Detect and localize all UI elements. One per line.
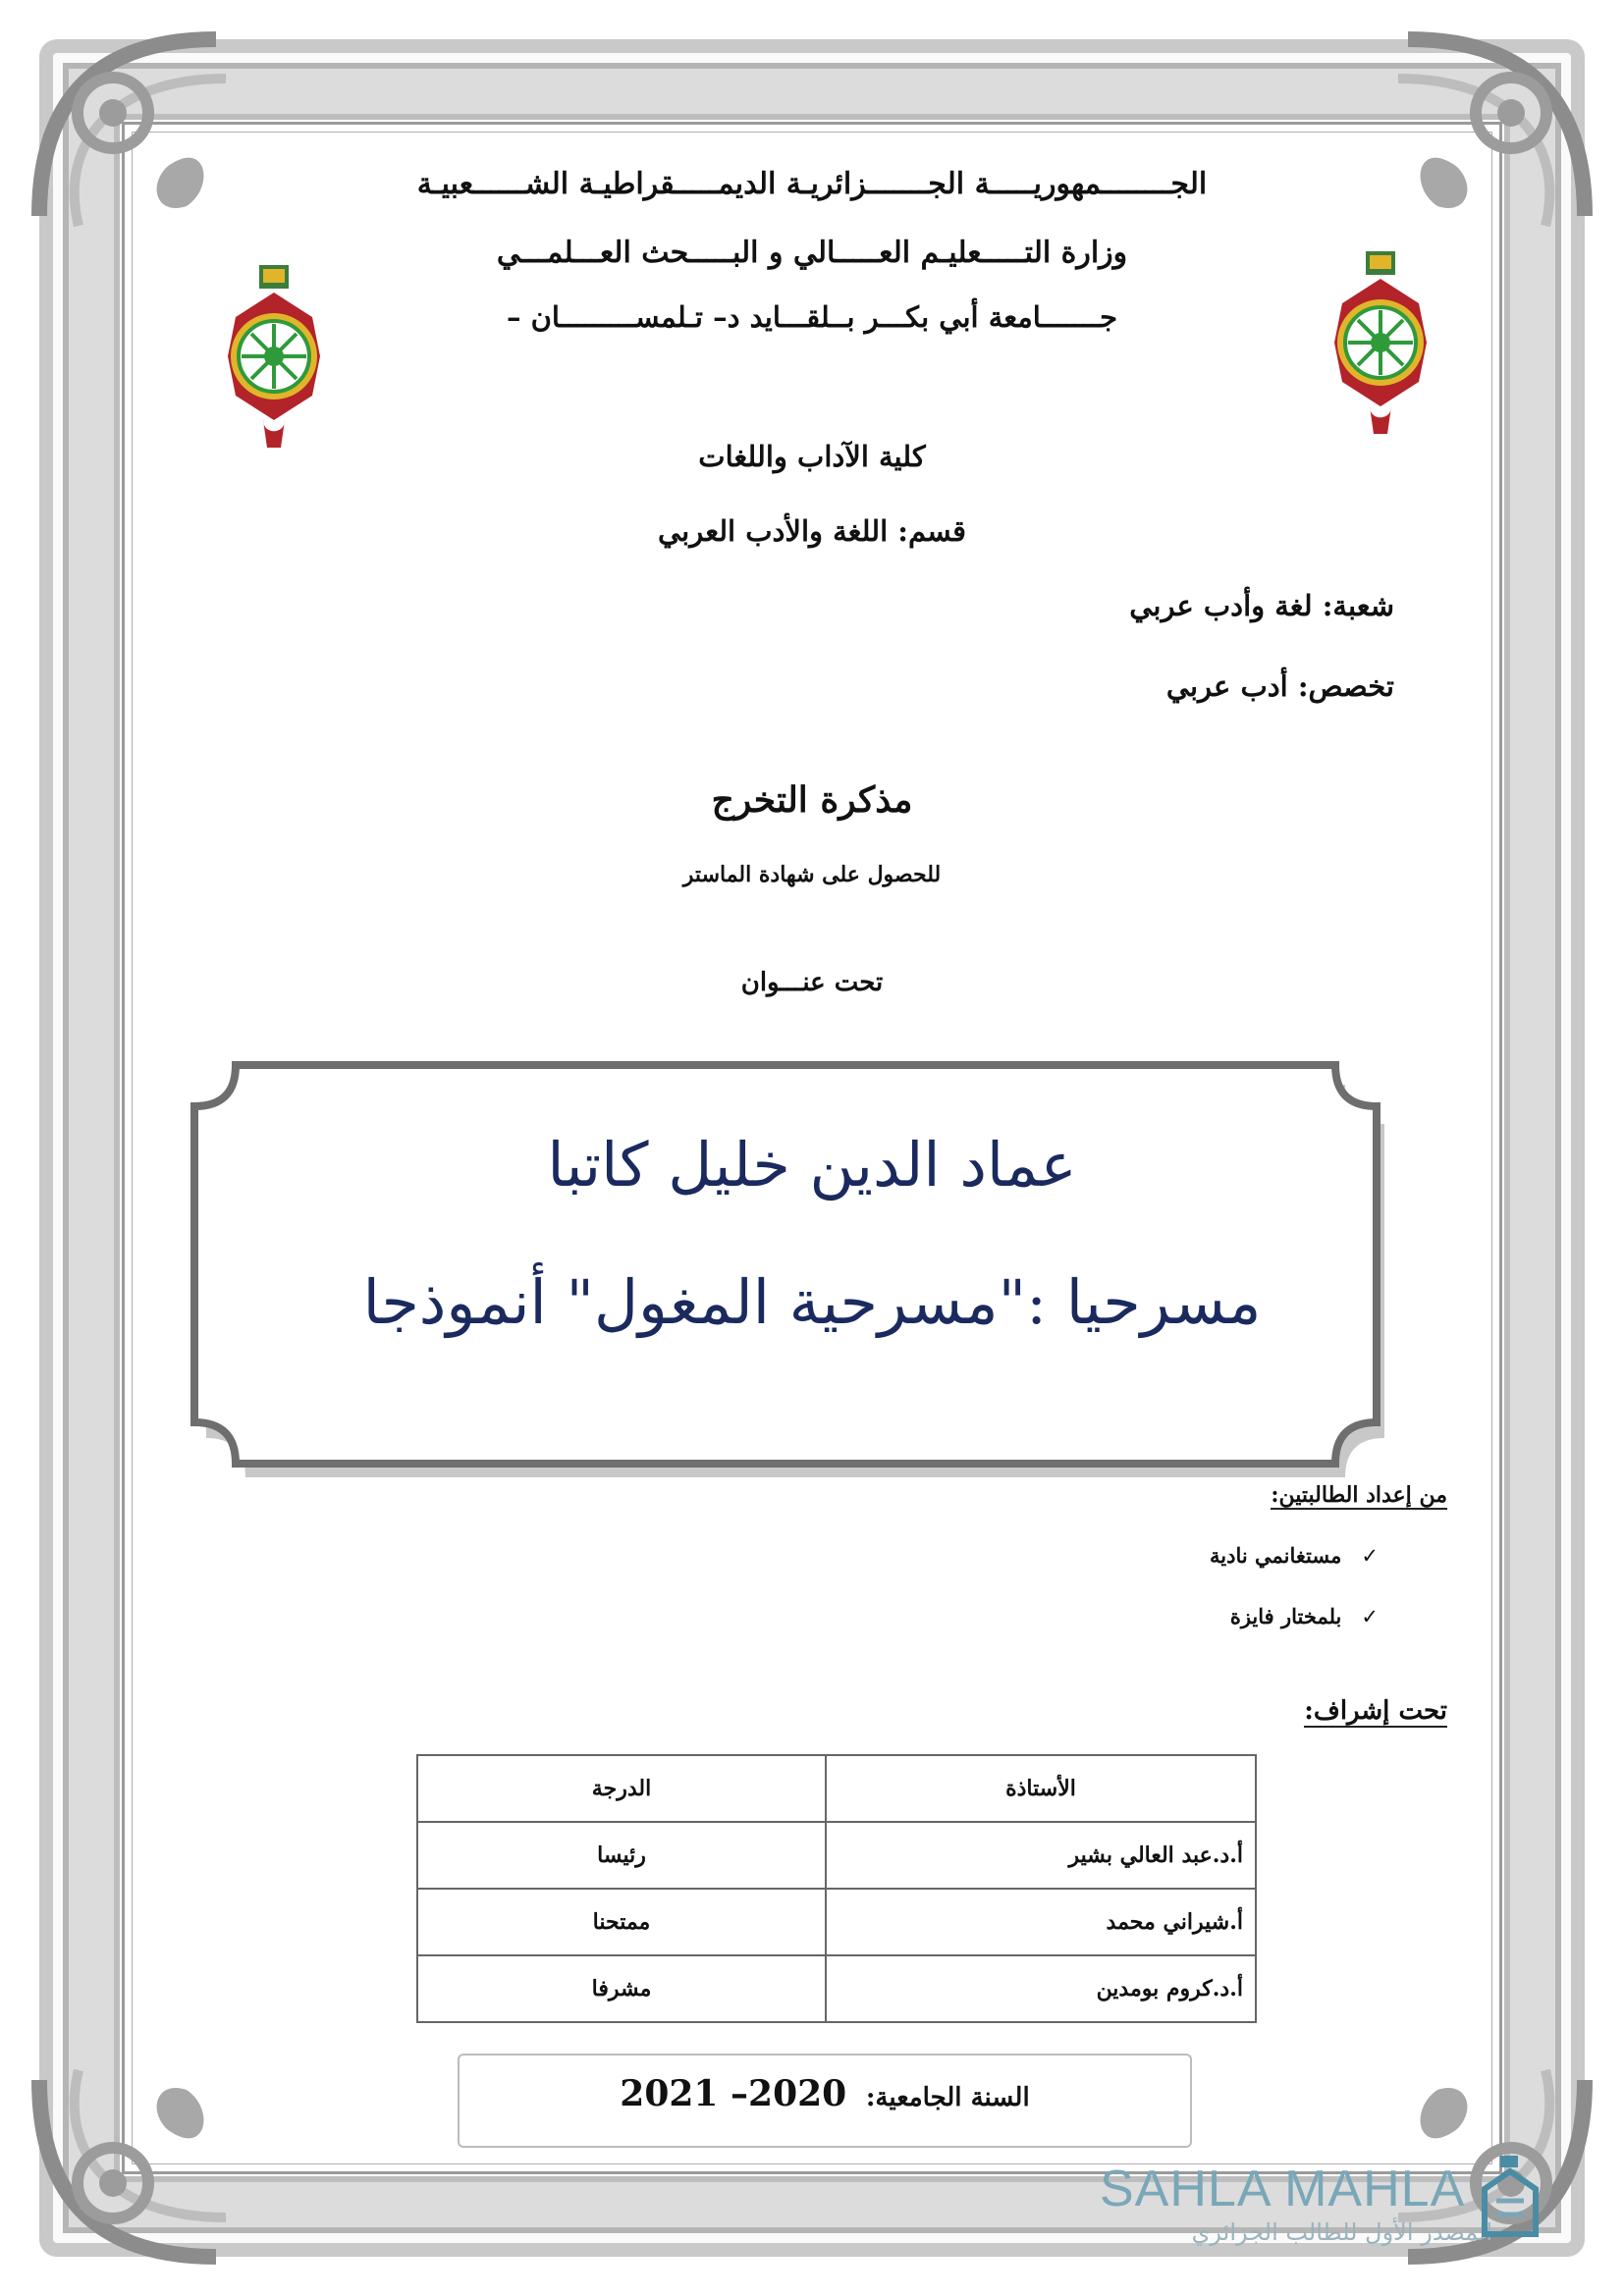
department-line: قسم: اللغة والأدب العربي bbox=[657, 514, 966, 548]
table-row bbox=[417, 1822, 1256, 1889]
university-emblem-left bbox=[224, 263, 324, 452]
professor-rank: ممتحنا bbox=[417, 1889, 826, 1955]
watermark-brand: SAHLA MAHLA bbox=[1100, 2161, 1466, 2217]
watermark bbox=[1100, 2160, 1492, 2246]
specialty-line: تخصص: أدب عربي bbox=[1165, 669, 1394, 703]
professor-name: أ.د.كروم بومدين bbox=[826, 1955, 1256, 2022]
academic-year-value: 2020– 2021 bbox=[620, 2073, 847, 2114]
thesis-title-line-1: عماد الدين خليل كاتبا bbox=[547, 1129, 1077, 1201]
corner-ornament-top-right bbox=[1379, 20, 1604, 245]
header-professor: الأستاذة bbox=[826, 1755, 1256, 1822]
faculty-line: كلية الآداب واللغات bbox=[698, 440, 926, 473]
students-label: من إعداد الطالبتين: bbox=[1271, 1482, 1447, 1508]
student-name: بلمختار فايزة bbox=[1229, 1604, 1342, 1629]
watermark-logo-icon bbox=[1475, 2150, 1545, 2248]
student-item bbox=[1210, 1543, 1379, 1568]
professor-name: أ.شيراني محمد bbox=[826, 1889, 1256, 1955]
table-row bbox=[417, 1955, 1256, 2022]
ministry-line: وزارة التـــــعليـم العـــــالي و البـــــحث العـــلمـــي bbox=[496, 236, 1128, 270]
memoir-purpose: للحصول على شهادة الماستر bbox=[682, 862, 942, 887]
checkmark-icon: ✓ bbox=[1361, 1544, 1379, 1568]
thesis-title-line-2: مسرحيا :"مسرحية المغول" أنموذجا bbox=[362, 1266, 1262, 1338]
checkmark-icon: ✓ bbox=[1361, 1605, 1379, 1629]
thesis-title-frame bbox=[177, 1045, 1414, 1477]
professor-rank: مشرفا bbox=[417, 1955, 826, 2022]
student-name: مستغانمي نادية bbox=[1210, 1543, 1342, 1568]
republic-line: الجــــــــمهوريـــــة الجـــــــزائريـة الديمـــــقراطيـة الشــــــعبيـة bbox=[416, 167, 1208, 201]
watermark-tagline: المصدر الأول للطالب الجزائري bbox=[1191, 2218, 1492, 2246]
university-line: جـــــــامعة أبي بكـــر بــلقـــايد د– تـلمســـــــــان – bbox=[506, 300, 1118, 334]
corner-ornament-bottom-left bbox=[20, 2051, 245, 2276]
jury-table bbox=[416, 1754, 1257, 2023]
professor-rank: رئيسا bbox=[417, 1822, 826, 1889]
supervision-label: تحت إشراف: bbox=[1304, 1696, 1447, 1726]
academic-year bbox=[458, 2073, 1192, 2114]
table-header-row bbox=[417, 1755, 1256, 1822]
university-emblem-right bbox=[1330, 245, 1431, 442]
corner-ornament-top-left bbox=[20, 20, 245, 245]
academic-year-label: السنة الجامعية: bbox=[865, 2083, 1030, 2112]
header-rank: الدرجة bbox=[417, 1755, 826, 1822]
student-item bbox=[1230, 1604, 1379, 1629]
table-row bbox=[417, 1889, 1256, 1955]
memoir-title: مذكرة التخرج bbox=[711, 779, 913, 821]
branch-line: شعبة: لغة وأدب عربي bbox=[1129, 589, 1394, 622]
professor-name: أ.د.عبد العالي بشير bbox=[826, 1822, 1256, 1889]
under-title-label: تحت عنـــوان bbox=[740, 968, 884, 997]
